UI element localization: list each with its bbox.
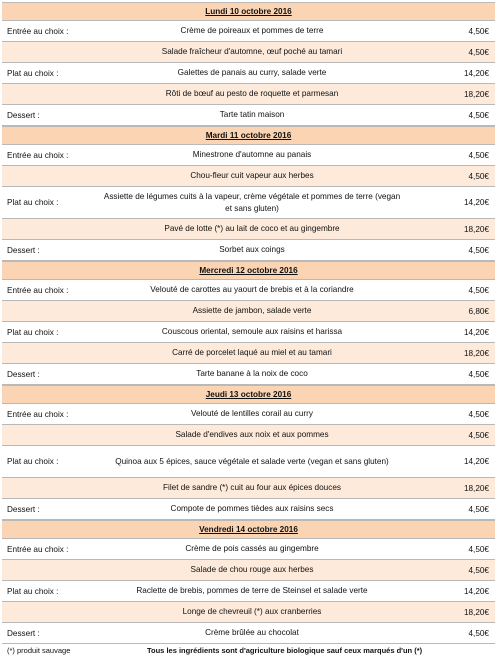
dish-name: Tarte banane à la noix de coco: [196, 369, 308, 378]
dish-name: Salade fraîcheur d'automne, œuf poché au tamari: [161, 47, 343, 56]
menu-row: [2, 343, 495, 364]
dish-price: 4,50€: [468, 369, 489, 379]
menu-row: [2, 560, 495, 581]
dish-price: 4,50€: [468, 544, 489, 554]
dish-price: 14,20€: [463, 457, 489, 466]
dish-name: Velouté de lentilles corail au curry: [191, 409, 313, 418]
weekly-menu: [2, 2, 495, 644]
course-label: Dessert :: [7, 110, 40, 120]
dish-price: 14,20€: [463, 68, 489, 78]
menu-row: [2, 478, 495, 499]
dish-price: 4,50€: [468, 430, 489, 440]
course-label: Entrée au choix :: [7, 150, 69, 160]
dish-price: 14,20€: [463, 586, 489, 596]
dish-name: Filet de sandre (*) cuit au four aux épices douces: [163, 483, 341, 492]
dish-name: Salade d'endives aux noix et aux pommes: [175, 430, 329, 439]
dish-price: 18,20€: [463, 89, 489, 99]
day-header: [2, 261, 495, 280]
menu-row: [2, 166, 495, 187]
menu-row: [2, 240, 495, 261]
menu-row: [2, 84, 495, 105]
day-date: Jeudi 13 octobre 2016: [205, 390, 292, 399]
dish-price: 18,20€: [463, 607, 489, 617]
dish-price: 4,50€: [468, 47, 489, 57]
dish-price: 4,50€: [468, 171, 489, 181]
menu-row: [2, 404, 495, 425]
menu-row: [2, 145, 495, 166]
dish-name: Chou-fleur cuit vapeur aux herbes: [190, 171, 314, 180]
day-header: [2, 126, 495, 145]
day-header: [2, 385, 495, 404]
day-date: Mardi 11 octobre 2016: [205, 131, 292, 140]
course-label: Dessert :: [7, 504, 40, 514]
course-label: Entrée au choix :: [7, 544, 69, 554]
course-label: Dessert :: [7, 628, 40, 638]
dish-name: Galettes de panais au curry, salade verte: [177, 68, 327, 77]
dish-name: Minestrone d'automne au panais: [192, 150, 312, 159]
menu-row: [2, 301, 495, 322]
menu-row: [2, 364, 495, 385]
menu-footer: [2, 644, 495, 658]
dish-name: Assiette de légumes cuits à la vapeur, crème végétale et pommes de terre (vegan et sans gluten): [103, 191, 401, 213]
menu-row: [2, 42, 495, 63]
menu-row: [2, 63, 495, 84]
menu-row: [2, 539, 495, 560]
dish-name: Crème brûlée au chocolat: [205, 628, 299, 637]
course-label: Entrée au choix :: [7, 409, 69, 419]
dish-price: 14,20€: [463, 327, 489, 337]
dish-price: 4,50€: [468, 504, 489, 514]
dish-name: Longe de chevreuil (*) aux cranberries: [182, 607, 322, 616]
menu-row: [2, 21, 495, 42]
dish-name: Crème de pois cassés au gingembre: [185, 544, 319, 553]
day-date: Mercredi 12 octobre 2016: [199, 266, 298, 275]
menu-row: [2, 280, 495, 301]
dish-price: 4,50€: [468, 110, 489, 120]
day-header: [2, 2, 495, 21]
dish-price: 4,50€: [468, 26, 489, 36]
dish-price: 4,50€: [468, 245, 489, 255]
course-label: Plat au choix :: [7, 198, 59, 207]
course-label: Plat au choix :: [7, 68, 59, 78]
wild-product-note: (*) produit sauvage: [7, 646, 71, 655]
course-label: Plat au choix :: [7, 457, 59, 466]
dish-name: Sorbet aux coings: [219, 245, 285, 254]
menu-row: [2, 322, 495, 343]
dish-price: 18,20€: [463, 483, 489, 493]
dish-name: Compote de pommes tièdes aux raisins secs: [170, 504, 334, 513]
dish-name: Quinoa aux 5 épices, sauce végétale et salade verte (vegan et sans gluten): [115, 456, 389, 466]
dish-name: Assiette de jambon, salade verte: [192, 306, 312, 315]
dish-name: Raclette de brebis, pommes de terre de Steinsel et salade verte: [136, 586, 368, 595]
day-date: Lundi 10 octobre 2016: [205, 7, 292, 16]
course-label: Dessert :: [7, 245, 40, 255]
menu-row: [2, 219, 495, 240]
dish-price: 18,20€: [463, 348, 489, 358]
dish-name: Crème de poireaux et pommes de terre: [180, 26, 324, 35]
dish-name: Velouté de carottes au yaourt de brebis et à la coriandre: [150, 285, 354, 294]
dish-name: Couscous oriental, semoule aux raisins et harissa: [161, 327, 343, 336]
dish-price: 4,50€: [468, 409, 489, 419]
menu-row: [2, 187, 495, 219]
day-date: Vendredi 14 octobre 2016: [199, 525, 298, 534]
menu-row: [2, 446, 495, 478]
day-header: [2, 520, 495, 539]
dish-price: 4,50€: [468, 628, 489, 638]
dish-name: Rôti de bœuf au pesto de roquette et parmesan: [165, 89, 339, 98]
dish-price: 4,50€: [468, 150, 489, 160]
menu-row: [2, 581, 495, 602]
organic-info: Tous les ingrédients sont d'agriculture biologique sauf ceux marqués d'un (*): [147, 646, 423, 655]
menu-row: [2, 499, 495, 520]
dish-name: Tarte tatin maison: [219, 110, 285, 119]
course-label: Dessert :: [7, 369, 40, 379]
course-label: Plat au choix :: [7, 327, 59, 337]
menu-row: [2, 425, 495, 446]
menu-row: [2, 602, 495, 623]
dish-name: Salade de chou rouge aux herbes: [190, 565, 314, 574]
menu-row: [2, 623, 495, 644]
course-label: Plat au choix :: [7, 586, 59, 596]
dish-name: Carré de porcelet laqué au miel et au tamari: [172, 348, 332, 357]
dish-price: 4,50€: [468, 285, 489, 295]
course-label: Entrée au choix :: [7, 26, 69, 36]
dish-name: Pavé de lotte (*) au lait de coco et au gingembre: [164, 224, 340, 233]
course-label: Entrée au choix :: [7, 285, 69, 295]
menu-row: [2, 105, 495, 126]
dish-price: 14,20€: [463, 198, 489, 207]
dish-price: 18,20€: [463, 224, 489, 234]
dish-price: 6,80€: [468, 306, 489, 316]
dish-price: 4,50€: [468, 565, 489, 575]
